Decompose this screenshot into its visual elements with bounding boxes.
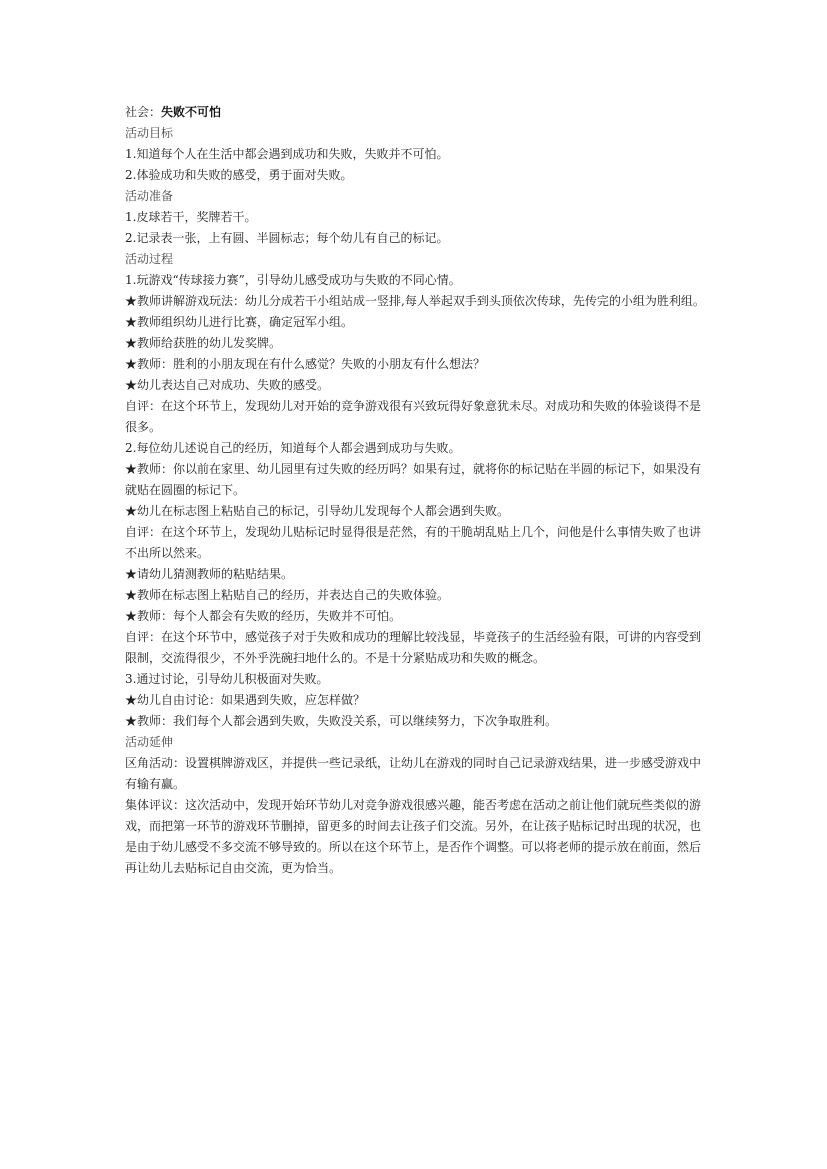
paragraph-line: ★教师组织幼儿进行比赛，确定冠军小组。: [125, 315, 354, 329]
paragraph-line: ★幼儿在标志图上粘贴自己的标记，引导幼儿发现每个人都会遇到失败。: [125, 504, 510, 518]
paragraph-line: ★教师在标志图上粘贴自己的经历，并表达自己的失败体验。: [125, 588, 450, 602]
paragraph-line: 自评：在这个环节上，发现幼儿对开始的竞争游戏很有兴致玩得好象意犹未尽。对成功和失败的体验谈得不是很多。: [125, 399, 702, 434]
document-body: [125, 102, 705, 879]
paragraph-line: 1.皮球若干，奖牌若干。: [125, 210, 257, 224]
section-heading: 活动延伸: [125, 735, 174, 749]
paragraph-line: 2.每位幼儿述说自己的经历，知道每个人都会遇到成功与失败。: [125, 441, 461, 455]
paragraph-line: 自评：在这个环节上，发现幼儿贴标记时显得很是茫然，有的干脆胡乱贴上几个，问他是什么事情失败了也讲不出所以然来。: [125, 525, 702, 560]
paragraph-line: ★幼儿表达自己对成功、失败的感受。: [125, 378, 330, 392]
paragraph-line: ★请幼儿猜测教师的粘贴结果。: [125, 567, 294, 581]
paragraph-line: ★教师：我们每个人都会遇到失败，失败没关系，可以继续努力，下次争取胜利。: [125, 714, 558, 728]
document-lines: [125, 123, 705, 879]
title-main: 失败不可怕: [161, 105, 222, 119]
document-title: [125, 102, 705, 123]
paragraph-line: ★教师讲解游戏玩法：幼儿分成若干小组站成一竖排,每人举起双手到头顶依次传球，先传完的小组为胜利组。: [125, 294, 705, 308]
section-heading: 活动准备: [125, 189, 174, 203]
section-heading: 活动过程: [125, 252, 174, 266]
paragraph-line: 3.通过讨论，引导幼儿积极面对失败。: [125, 672, 329, 686]
paragraph-line: ★教师给获胜的幼儿发奖牌。: [125, 336, 282, 350]
paragraph-line: 区角活动：设置棋牌游戏区，并提供一些记录纸，让幼儿在游戏的同时自己记录游戏结果，进一步感受游戏中有输有赢。: [125, 756, 702, 791]
paragraph-line: ★幼儿自由讨论：如果遇到失败，应怎样做？: [125, 693, 366, 707]
paragraph-line: 2.记录表一张，上有圆、半圆标志；每个幼儿有自己的标记。: [125, 231, 449, 245]
paragraph-line: ★教师：每个人都会有失败的经历，失败并不可怕。: [125, 609, 402, 623]
paragraph-line: 集体评议：这次活动中，发现开始环节幼儿对竞争游戏很感兴趣，能否考虑在活动之前让他们就玩些类似的游戏，而把第一环节的游戏环节删掉，留更多的时间去让孩子们交流。另外，在让孩子贴标记时出现的状况，也是由于幼儿感受不多交流不够导致的。所以在这个环节上，是否作个调整。可以将老师的提示放在前面，然后再让幼儿去贴标记自由交流，更为恰当。: [125, 798, 702, 875]
paragraph-line: 1.玩游戏“传球接力赛”，引导幼儿感受成功与失败的不同心情。: [125, 273, 461, 287]
paragraph-line: 2.体验成功和失败的感受，勇于面对失败。: [125, 168, 353, 182]
section-heading: 活动目标: [125, 126, 174, 140]
paragraph-line: ★教师：你以前在家里、幼儿园里有过失败的经历吗？如果有过，就将你的标记贴在半圆的标记下，如果没有就贴在圆圈的标记下。: [125, 462, 702, 497]
title-prefix: 社会：: [125, 105, 162, 119]
paragraph-line: ★教师：胜利的小朋友现在有什么感觉？失败的小朋友有什么想法？: [125, 357, 486, 371]
paragraph-line: 自评：在这个环节中，感觉孩子对于失败和成功的理解比较浅显，毕竟孩子的生活经验有限，可讲的内容受到限制，交流得很少，不外乎洗碗扫地什么的。不是十分紧贴成功和失败的概念。: [125, 630, 702, 665]
paragraph-line: 1.知道每个人在生活中都会遇到成功和失败，失败并不可怕。: [125, 147, 449, 161]
